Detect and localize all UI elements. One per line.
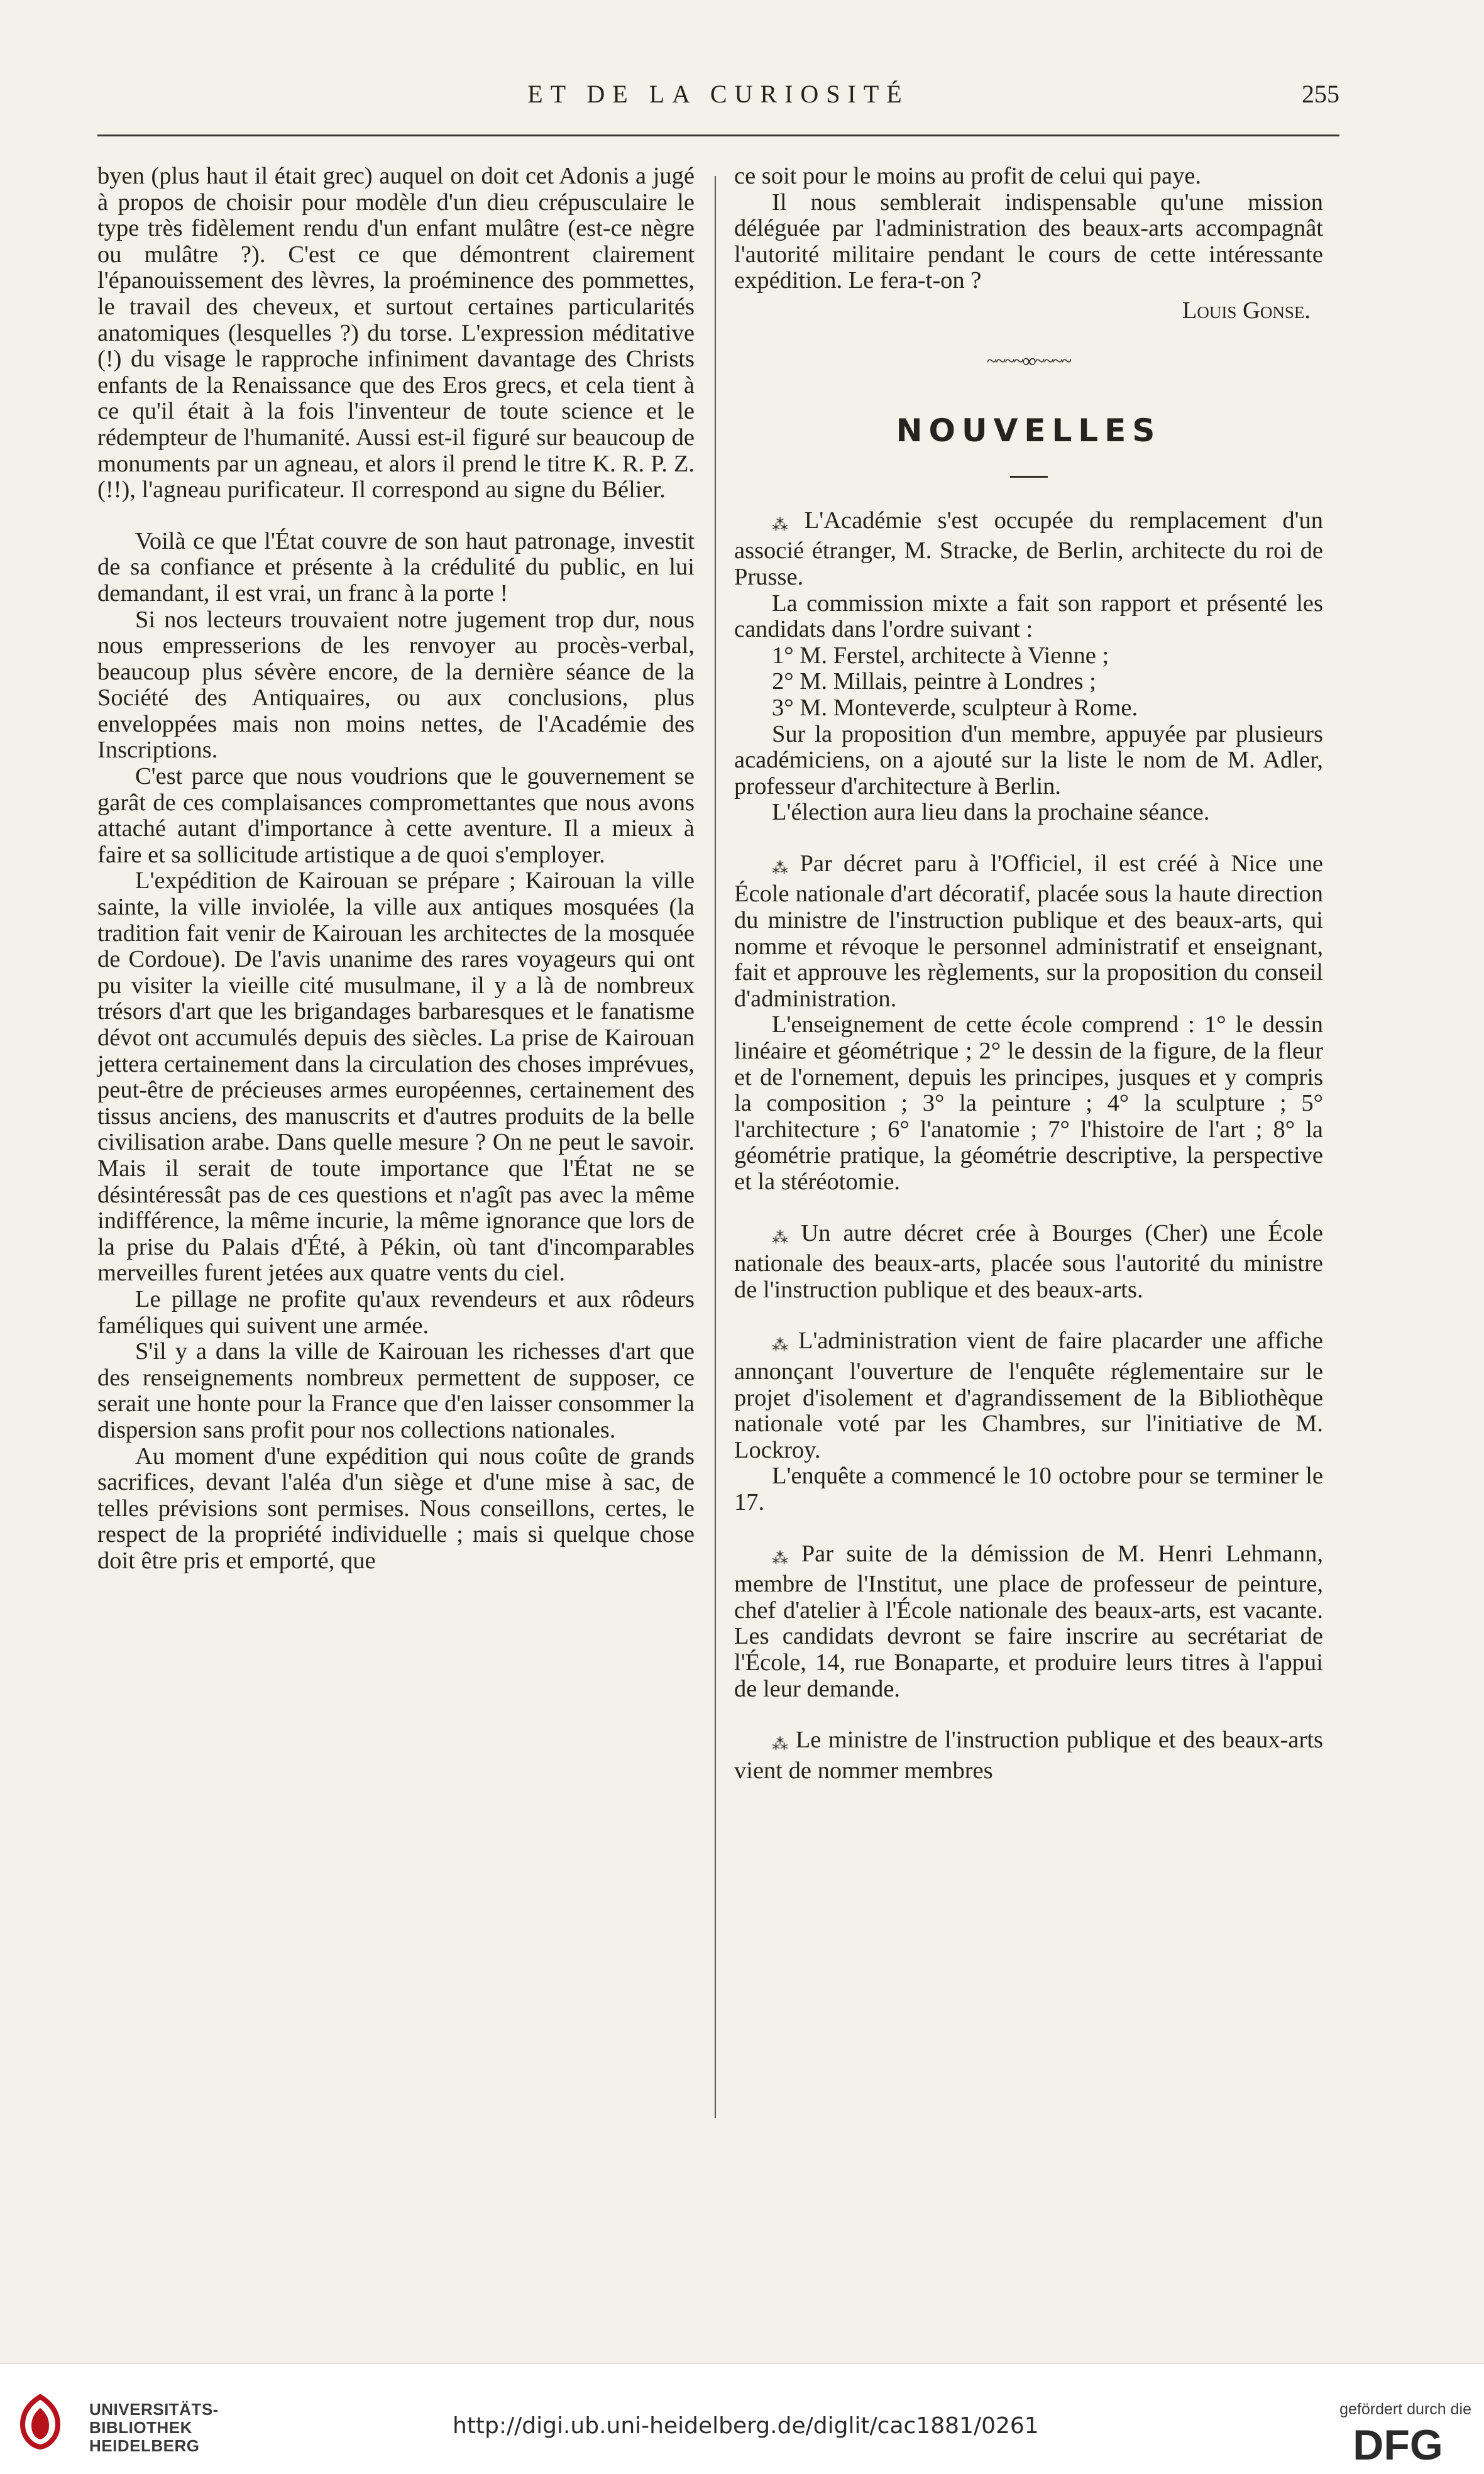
library-name — [89, 2400, 219, 2455]
library-name-line: UNIVERSITÄTS- — [89, 2400, 219, 2419]
paragraph: byen (plus haut il était grec) auquel on doit cet Adonis a jugé à propos de choisir pour modèle d'un dieu crépusculaire le type très fidèlement rendu d'un enfant mulâtre (est-ce nègre ou mulâtre ?). C'est ce que démontrent clairement l'épanouissement des lèvres, la proéminence des pommettes, le travail des cheveux, et surtout certaines particularités anatomiques (lesquelles ?) du torse. L'expression méditative (!) du visage le rapproche infiniment davantage des Christs enfants de la Renaissance que des Eros grecs, et cela tient à ce qu'il était à la fois l'inventeur de toute science et le rédempteur de l'humanité. Aussi est-il figuré sur beaucoup de monuments par un agneau, et alors il prend le titre K. R. P. Z. (!!), l'agneau purificateur. Il correspond au signe du Bélier. — [97, 163, 695, 503]
news-item — [734, 1727, 1323, 1784]
section-rule — [1010, 476, 1048, 478]
news-item — [734, 1541, 1323, 1703]
news-text: Un autre décret crée à Bourges (Cher) une École nationale des beaux-arts, placée sous l'autorité du ministre de l'instruction publique et des beaux-arts. — [734, 1219, 1323, 1303]
asterism-icon: ⁂ — [772, 1735, 788, 1754]
asterism-icon: ⁂ — [772, 1336, 791, 1355]
library-name-line: HEIDELBERG — [89, 2436, 200, 2455]
asterism-icon: ⁂ — [772, 515, 797, 534]
paragraph: L'enquête a commencé le 10 octobre pour se terminer le 17. — [734, 1463, 1323, 1515]
author-signature: Louis Gonse. — [1182, 297, 1311, 324]
asterism-icon: ⁂ — [772, 1549, 794, 1568]
list-item: 3° M. Monteverde, sculpteur à Rome. — [772, 694, 1138, 721]
news-item — [734, 1328, 1323, 1463]
ornament-divider: ~~~~∞~~~~ — [986, 350, 1071, 371]
right-column — [734, 163, 1323, 1784]
news-text: Par décret paru à l'Officiel, il est créé à Nice une École nationale d'art décoratif, placée sous la haute direction du ministre de l'instruction publique et des beaux-arts, qui nomme et révoque le personnel administratif et enseignant, fait et approuve les règlements, sur la proposition du conseil d'administration. — [734, 850, 1323, 1012]
news-text: Par suite de la démission de M. Henri Lehmann, membre de l'Institut, une place de professeur de peinture, chef d'atelier à l'École nationale des beaux-arts, est vacante. Les candidats devront se faire inscrire au secrétariat de l'École, 14, rue Bonaparte, et produire leurs titres à l'appui de leur demande. — [734, 1540, 1324, 1702]
paragraph: S'il y a dans la ville de Kairouan les richesses d'art que des renseignements nombreux permettent de supposer, ce serait une honte pour la France que d'en laisser consommer la dispersion sans profit pour nos collections nationales. — [97, 1338, 695, 1443]
news-item — [734, 851, 1323, 1013]
paragraph: L'enseignement de cette école comprend : 1° le dessin linéaire et géométrique ; 2° le dessin de la figure, de la fleur et de l'ornement, depuis les principes, jusques et y compris la composition ; 3° la peinture ; 4° la sculpture ; 5° l'architecture ; 6° l'anatomie ; 7° l'histoire de l'art ; 8° la géométrie pratique, la géométrie descriptive, la perspective et la stéréotomie. — [734, 1011, 1323, 1195]
paragraph: L'élection aura lieu dans la prochaine séance. — [772, 799, 1210, 826]
asterism-icon: ⁂ — [772, 1228, 794, 1247]
header-rule — [97, 135, 1339, 136]
page-number: 255 — [1302, 80, 1339, 108]
library-name-line: BIBLIOTHEK — [89, 2418, 192, 2437]
column-divider — [715, 176, 716, 2118]
list-item: 2° M. Millais, peintre à Londres ; — [772, 668, 1096, 695]
paragraph: Voilà ce que l'État couvre de son haut patronage, investit de sa confiance et présente à la crédulité du public, en lui demandant, il est vrai, un franc à la porte ! — [97, 527, 695, 607]
paragraph: Si nos lecteurs trouvaient notre jugement trop dur, nous nous empresserions de les renvoyer au procès-verbal, beaucoup plus sévère encore, de la dernière séance de la Société des Antiquaires, ou aux conclusions, plus enveloppées mais non moins nettes, de l'Académie des Inscriptions. — [97, 606, 695, 764]
news-text: Le ministre de l'instruction publique et des beaux-arts vient de nommer membres — [734, 1727, 1324, 1784]
paragraph: Il nous semblerait indispensable qu'une mission déléguée par l'administration des beaux-arts accompagnât l'autorité militaire pendant le cours de cette intéressante expédition. Le fera-t-on ? — [734, 189, 1323, 294]
left-column — [97, 163, 695, 1574]
university-library-logo-icon — [18, 2394, 63, 2449]
running-header — [97, 74, 1339, 118]
paragraph: Au moment d'une expédition qui nous coûte de grands sacrifices, devant l'aléa d'un siège et d'une mise à sac, de telles prévisions sont permises. Nous conseillons, certes, le respect de la propriété individuelle ; mais si quelque chose doit être pris et emporté, que — [97, 1443, 695, 1574]
header-title: ET DE LA CURIOSITÉ — [527, 80, 910, 108]
paragraph: Le pillage ne profite qu'aux revendeurs et aux rôdeurs faméliques qui suivent une armée. — [97, 1285, 695, 1339]
news-item — [734, 508, 1323, 591]
paragraph: ce soit pour le moins au profit de celui qui paye. — [734, 163, 1202, 189]
paragraph: L'expédition de Kairouan se prépare ; Kairouan la ville sainte, la ville inviolée, la ville aux antiques mosquées (la tradition fait venir de Kairouan les architectes de la mosquée de Cordoue). De l'avis unanime des rares voyageurs qui ont pu visiter la vieille cité musulmane, il y a là de nombreux trésors d'art que les brigandages barbaresques et le fanatisme dévot ont accumulés depuis des siècles. La prise de Kairouan jettera certainement dans la circulation des choses imprévues, peut-être de précieuses armes européennes, certainement des tissus anciens, des manuscrits et d'autres produits de la belle civilisation arabe. Dans quelle mesure ? On ne peut le savoir. Mais il serait de toute importance que l'État ne se désintéressât pas de ces questions et n'agît pas avec la même indifférence, la même incurie, la même ignorance que lors de la prise du Palais d'Été, à Pékin, où tant d'incomparables merveilles furent jetées aux quatre vents du ciel. — [97, 867, 695, 1287]
digitization-footer — [0, 2363, 1484, 2474]
dfg-label: DFG — [1353, 2424, 1443, 2463]
paragraph: C'est parce que nous voudrions que le gouvernement se garât de ces complaisances compromettantes que nous avons attaché autant d'importance à cette aventure. Il a mieux à faire et sa sollicitude artistique a de quoi s'employer. — [97, 763, 695, 868]
asterism-icon: ⁂ — [772, 859, 793, 877]
section-title: NOUVELLES — [896, 412, 1162, 449]
paragraph: La commission mixte a fait son rapport et présenté les candidats dans l'ordre suivant : — [734, 590, 1323, 643]
news-text: L'Académie s'est occupée du remplacement d'un associé étranger, M. Stracke, de Berlin, architecte du roi de Prusse. — [734, 507, 1324, 590]
list-item: 1° M. Ferstel, architecte à Vienne ; — [772, 642, 1109, 669]
sponsor-caption: gefördert durch die — [1339, 2400, 1471, 2418]
dfg-logo-icon — [1326, 2424, 1470, 2463]
paragraph: Sur la proposition d'un membre, appuyée par plusieurs académiciens, on a ajouté sur la liste le nom de M. Adler, professeur d'architecture à Berlin. — [734, 720, 1323, 800]
source-url-link[interactable]: http://digi.ub.uni-heidelberg.de/diglit/cac1881/0261 — [453, 2413, 1039, 2439]
news-item — [734, 1221, 1323, 1304]
news-text: L'administration vient de faire placarder une affiche annonçant l'ouverture de l'enquête réglementaire sur le projet d'isolement et d'agrandissement de la Bibliothèque nationale voté par les Chambres, sur l'initiative de M. Lockroy. — [734, 1328, 1324, 1463]
